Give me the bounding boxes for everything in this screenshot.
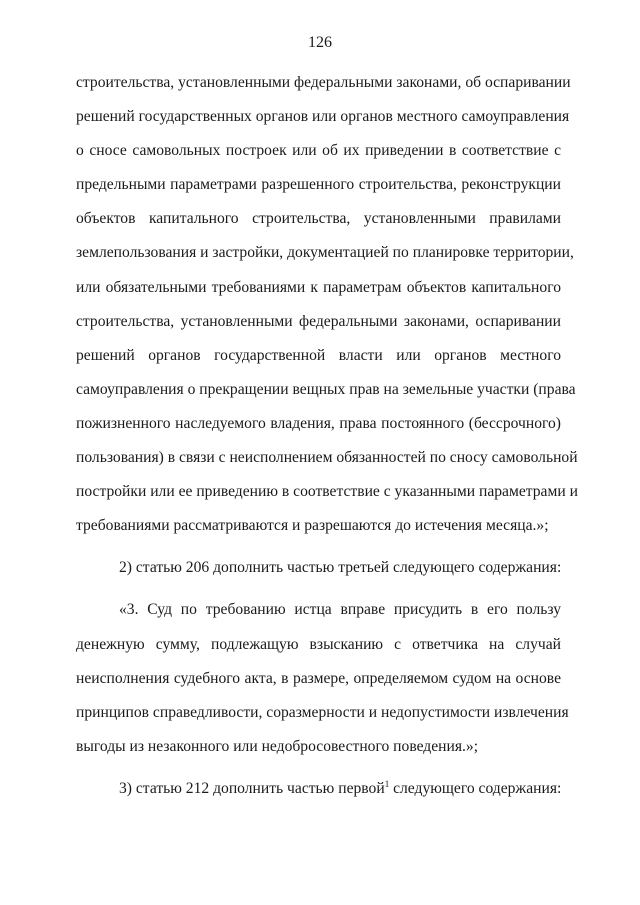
text-line: объектов капитального строительства, установленными правилами xyxy=(76,210,561,228)
text-line: требованиями рассматриваются и разрешаются до истечения месяца.»; xyxy=(76,517,549,535)
paragraph-court-review-terms xyxy=(76,66,578,543)
paragraph-gap xyxy=(76,585,561,593)
text-line: 2) статью 206 дополнить частью третьей следующего содержания: xyxy=(119,559,562,577)
text-line: решений государственных органов или органов местного самоуправления xyxy=(76,108,570,126)
text-line: неисполнения судебного акта, в размере, определяемом судом на основе xyxy=(76,669,561,687)
text-line xyxy=(76,772,561,806)
text-line: пожизненного наследуемого владения, права постоянного (бессрочного) xyxy=(76,414,561,432)
text-line: о сносе самовольных построек или об их приведении в соответствие с xyxy=(76,142,561,160)
paragraph-gap xyxy=(76,764,561,772)
text-line: решений органов государственной власти или органов местного xyxy=(76,346,561,364)
superscript-marker: 1 xyxy=(384,778,390,789)
text-after-superscript: следующего содержания: xyxy=(389,779,562,797)
text-line: постройки или ее приведению в соответствие с указанными параметрами и xyxy=(76,483,578,501)
text-before-superscript: 3) статью 212 дополнить частью первой xyxy=(119,779,385,797)
text-line: землепользования и застройки, документацией по планировке территории, xyxy=(76,244,574,262)
paragraph-quoted-part-3 xyxy=(76,593,569,763)
document-body xyxy=(76,66,578,806)
text-line: денежную сумму, подлежащую взысканию с ответчика на случай xyxy=(76,635,561,653)
paragraph-gap xyxy=(76,543,561,551)
paragraph-item-3 xyxy=(76,772,561,806)
text-line: или обязательными требованиями к параметрам объектов капитального xyxy=(76,278,561,296)
paragraph-item-2 xyxy=(76,551,561,585)
text-line: «3. Суд по требованию истца вправе присудить в его пользу xyxy=(119,601,561,619)
text-line: предельными параметрами разрешенного строительства, реконструкции xyxy=(76,176,561,194)
page-number: 126 xyxy=(308,34,332,51)
text-line: самоуправления о прекращении вещных прав на земельные участки (права xyxy=(76,380,576,398)
text-line: пользования) в связи с неисполнением обязанностей по сносу самовольной xyxy=(76,449,578,467)
text-line: строительства, установленными федеральными законами, об оспаривании xyxy=(76,74,571,91)
text-line: выгоды из незаконного или недобросовестного поведения.»; xyxy=(76,737,479,755)
text-line: строительства, установленными федеральными законами, оспаривании xyxy=(76,312,561,330)
text-line: принципов справедливости, соразмерности и недопустимости извлечения xyxy=(76,703,569,721)
